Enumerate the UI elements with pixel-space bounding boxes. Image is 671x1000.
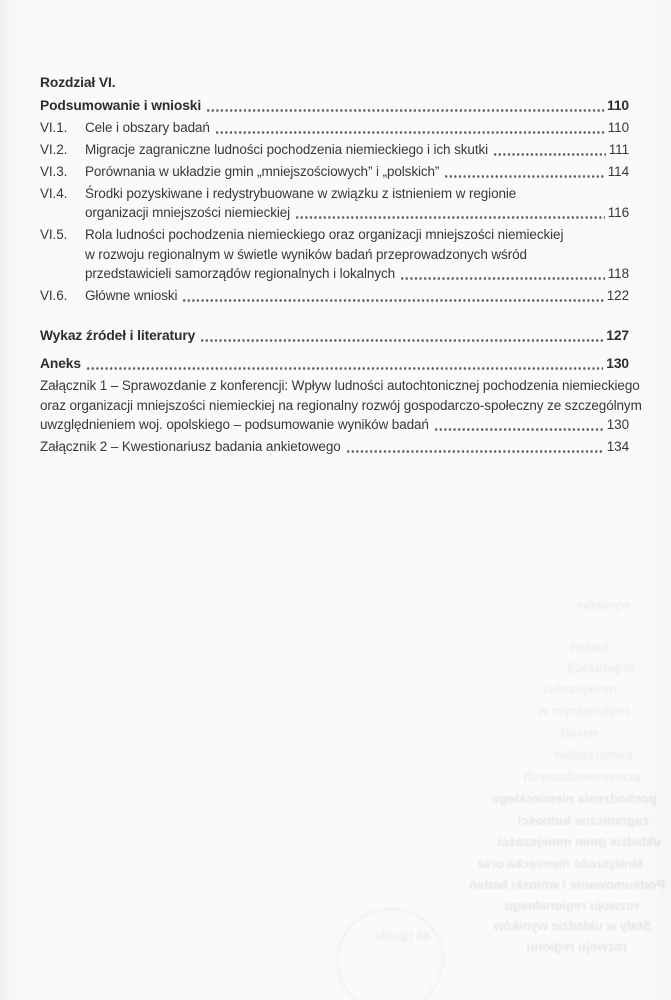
- page-number: 130: [606, 417, 629, 432]
- toc-line: [85, 245, 629, 265]
- toc-entry-text: Główne wnioski: [85, 288, 178, 303]
- toc-line: [40, 415, 629, 435]
- page-number: 122: [606, 288, 629, 303]
- dotted-leader: [435, 428, 604, 431]
- toc-entry-text: uwzględnieniem woj. opolskiego – podsumowanie wyników badań: [40, 417, 429, 432]
- toc-entry: [40, 225, 629, 284]
- toc-entry: [40, 118, 629, 138]
- toc-line: [40, 437, 629, 457]
- toc-line: [85, 286, 629, 306]
- toc-entry-number: VI.6.: [40, 288, 68, 303]
- toc-entry: [40, 162, 629, 182]
- dotted-leader: [401, 277, 605, 280]
- toc-entry: [40, 96, 629, 116]
- toc-line: [85, 225, 629, 245]
- toc-entry-text: Rola ludności pochodzenia niemieckiego oraz organizacji mniejszości niemieckiej: [85, 227, 564, 242]
- dotted-leader: [216, 131, 605, 134]
- toc-entry-text: Załącznik 1 – Sprawozdanie z konferencji: Wpływ ludności autochtonicznej pochodzenia niemieckiego: [40, 378, 640, 393]
- toc-line: [85, 162, 629, 182]
- toc-entry-text: Załącznik 2 – Kwestionariusz badania ankietowego: [40, 439, 341, 454]
- toc-entry: [40, 354, 629, 374]
- toc-entry-number: VI.4.: [40, 185, 68, 201]
- toc-entry-text: organizacji mniejszości niemieckiej: [85, 205, 291, 220]
- toc-entry-text: Porównania w układzie gmin „mniejszościowych” i „polskich”: [85, 163, 440, 179]
- bleedthrough-text: wyników: [576, 597, 631, 612]
- bleedthrough-text: mniejszości: [543, 681, 617, 696]
- toc-entry: [40, 140, 629, 160]
- toc-entry: [40, 376, 642, 435]
- dotted-leader: [87, 367, 603, 370]
- dotted-leader: [494, 153, 606, 156]
- toc-entry: [40, 437, 629, 457]
- toc-entry-text: Środki pozyskiwane i redystrybuowane w związku z istnieniem w regionie: [85, 185, 517, 201]
- toc-entry-number: VI.3.: [40, 163, 68, 179]
- toc-line: [40, 354, 629, 374]
- bleedthrough-text: zagraniczne ludności: [517, 813, 649, 828]
- page-number: 116: [607, 205, 629, 220]
- bleedthrough-text: wśród: [560, 725, 599, 740]
- toc-line: [40, 96, 629, 116]
- toc: [40, 73, 642, 459]
- toc-entry-text: w rozwoju regionalnym w świetle wyników badań przeprowadzonych wśród: [85, 246, 527, 262]
- page-number: 111: [608, 141, 629, 157]
- toc-line: [40, 326, 629, 346]
- toc-entries: [40, 96, 642, 457]
- toc-entry: [40, 184, 629, 223]
- toc-entry-text: oraz organizacji mniejszości niemieckiej na regionalny rozwój gospodarczo-społeczny ze szczególnym: [40, 397, 642, 413]
- bleedthrough-text: samorządów: [554, 747, 633, 762]
- bleedthrough-text: regionalnym w: [537, 703, 629, 718]
- bleedthrough-text: rozwoju regionu: [526, 939, 627, 954]
- toc-entry-number: VI.2.: [40, 141, 68, 157]
- bleedthrough-text: Mniejszość niemiecka oraz: [476, 856, 643, 871]
- bleedthrough-text: badań: [570, 639, 609, 654]
- toc-entry-number: VI.5.: [40, 227, 68, 242]
- stamp-bleedthrough: [325, 896, 455, 1000]
- bleedthrough-text: pochodzenia niemieckiego: [491, 791, 657, 806]
- bleedthrough-text: Stały w układzie wyników: [493, 918, 651, 933]
- toc-entry-text: Migracje zagraniczne ludności pochodzenia niemieckiego i ich skutki: [85, 141, 489, 157]
- toc-entry-text: Aneks: [40, 356, 81, 371]
- page-number: 118: [607, 266, 629, 281]
- dotted-leader: [296, 216, 605, 219]
- dotted-leader: [183, 299, 603, 302]
- chapter-heading: Rozdział VI.: [40, 75, 116, 90]
- page-number: 130: [606, 356, 629, 371]
- toc-entry: [40, 326, 629, 346]
- bleedthrough-text: 44 (guide: [373, 928, 431, 943]
- toc-line: [40, 396, 642, 416]
- toc-line: [85, 118, 629, 138]
- toc-entry-number: VI.1.: [40, 119, 68, 135]
- toc-line: [85, 140, 629, 160]
- toc-line: [85, 264, 629, 284]
- toc-entry-text: przedstawicieli samorządów regionalnych i lokalnych: [85, 266, 396, 281]
- toc-entry-text: Podsumowanie i wnioski: [40, 97, 202, 113]
- dotted-leader: [347, 450, 604, 453]
- toc-line: [85, 203, 629, 223]
- dotted-leader: [201, 339, 603, 342]
- bleedthrough-text: rozwoju regionalnego: [504, 898, 639, 913]
- toc-line: [40, 376, 640, 396]
- toc-entry: [40, 286, 629, 306]
- dotted-leader: [207, 109, 604, 112]
- bleedthrough-text: układzie gmin mniejszości: [497, 834, 661, 849]
- dotted-leader: [445, 175, 604, 178]
- toc-entry-text: Cele i obszary badań: [85, 119, 210, 135]
- page-number: 114: [607, 163, 629, 179]
- page-number: 110: [607, 97, 629, 113]
- bleedthrough-text: organizacji: [567, 660, 635, 675]
- page-number: 110: [607, 119, 629, 135]
- bleedthrough-text: przeprowadzonych: [523, 769, 641, 784]
- page-number: 134: [606, 439, 629, 454]
- toc-line: [85, 184, 629, 204]
- bleedthrough-text: Podsumowanie i wnioski badań: [469, 877, 665, 892]
- page-number: 127: [606, 327, 629, 343]
- toc-entry-text: Wykaz źródeł i literatury: [40, 327, 196, 343]
